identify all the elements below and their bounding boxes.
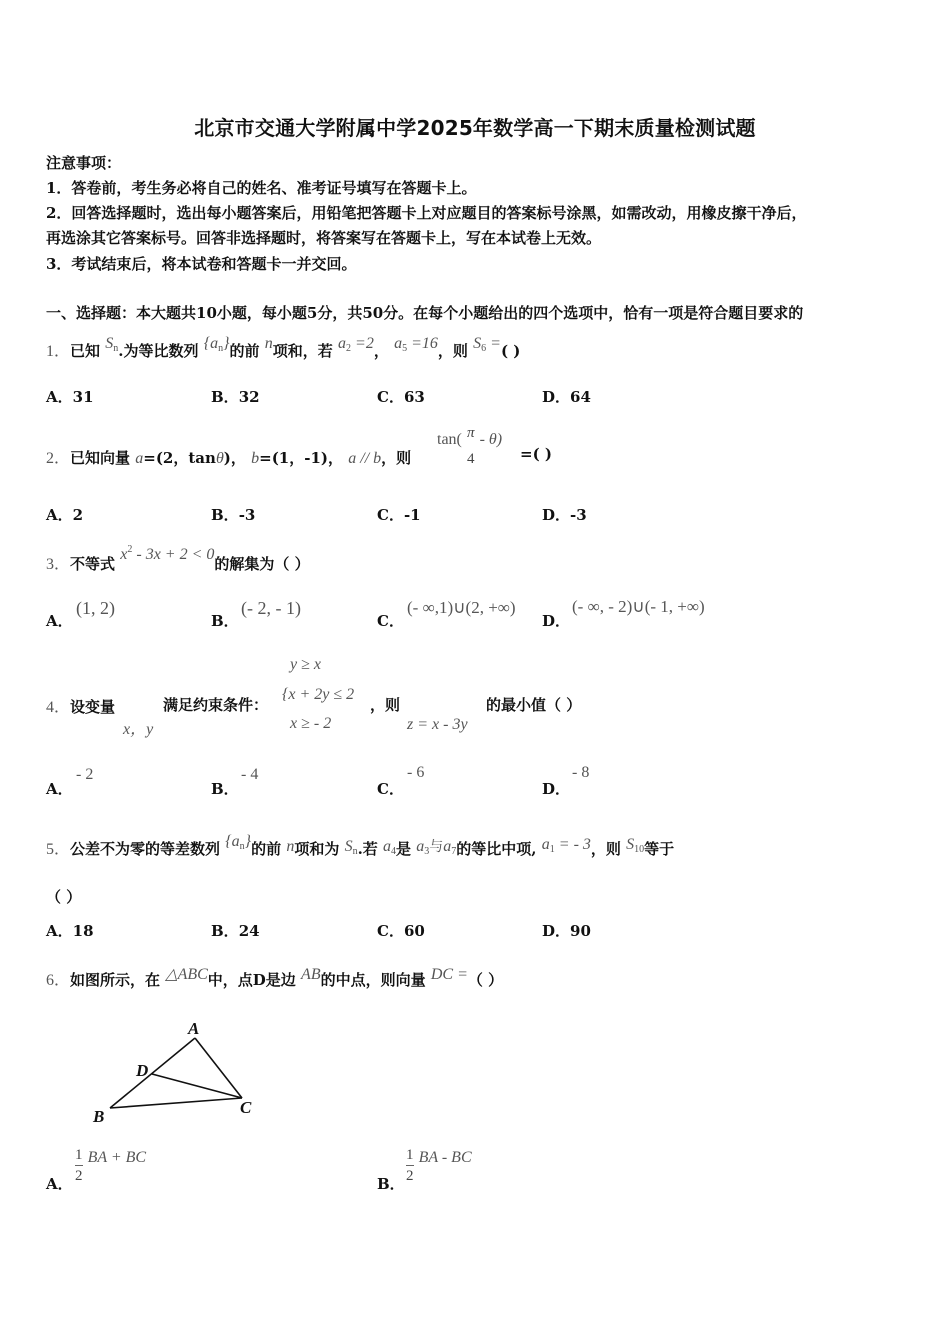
q6-option-b-label[interactable]: B． (377, 1175, 405, 1193)
math-an-set: $\{a_n\}$ (203, 335, 230, 354)
q6-option-a-label[interactable]: A． (46, 1175, 73, 1193)
question-5: 5．公差不为零的等差数列 $\{a_n\}$的前 n项和为 $S_n$.若 $a_4$是 $a_3$与$a_7$的等比中项, $a_1$ = - 3，则 $S_{10}$等于 (46, 833, 675, 858)
math-vars-xy: x，y (123, 721, 154, 738)
q3-option-b-value[interactable]: (- 2, - 1) (241, 598, 301, 618)
math-tan-expression: tan( π 4 - θ) (437, 425, 503, 467)
q4-option-b-value[interactable]: - 4 (241, 766, 259, 783)
q4-option-b-label[interactable]: B． (211, 780, 239, 798)
math-dc: DC = (430, 966, 468, 983)
math-theta: θ (215, 450, 224, 467)
q4-option-c-label[interactable]: C． (377, 780, 404, 798)
q4-option-a-value[interactable]: - 2 (76, 766, 94, 783)
side-ac (195, 1038, 242, 1098)
q2-option-a[interactable]: A．2 (46, 506, 84, 524)
math-a5: $a_5 =16$ (394, 335, 438, 354)
notice-item-2: 2．回答选择题时，选出每小题答案后，用铅笔把答题卡上对应题目的答案标号涂黑，如需改动，用橡皮擦干净后， (46, 204, 807, 222)
q2-option-b[interactable]: B．-3 (211, 506, 256, 524)
math-a2: $a_2 =2$ (338, 335, 374, 354)
vertex-d-label: D (136, 1061, 149, 1080)
math-n: n (286, 838, 295, 855)
question-number: 5． (46, 841, 71, 858)
math-a4: $a_4$ (383, 838, 397, 857)
math-ab: AB (301, 966, 321, 983)
math-inequality: $x^2 - 3x + 2 < 0$ (120, 544, 215, 563)
q3-option-d-label[interactable]: D． (542, 612, 571, 630)
notice-item-1: 1．答卷前，考生务必将自己的姓名、准考证号填写在答题卡上。 (46, 179, 477, 197)
math-vector-a: a (135, 450, 144, 467)
q2-tail: =( ) (520, 445, 552, 463)
q2-option-c[interactable]: C．-1 (377, 506, 421, 524)
q5-option-c[interactable]: C．60 (377, 922, 425, 940)
math-constraint-2: {x + 2y ≤ 2 (282, 686, 355, 703)
q6-option-a-value[interactable]: $\frac{1}{2}$ BA + BC (75, 1147, 147, 1184)
math-parallel: a // b (348, 450, 382, 467)
math-objective: z = x - 3y (407, 716, 468, 733)
page-title: 北京市交通大学附属中学2025年数学高一下期末质量检测试题 (194, 116, 756, 140)
q3-option-d-value[interactable]: (- ∞, - 2)∪(- 1, +∞) (572, 597, 705, 616)
q1-option-d[interactable]: D．64 (542, 388, 591, 406)
q3-option-b-label[interactable]: B． (211, 612, 239, 630)
q1-option-b[interactable]: B．32 (211, 388, 260, 406)
q4-option-a-label[interactable]: A． (46, 780, 73, 798)
math-n: n (264, 335, 273, 352)
math-s6: $S_6$ = (473, 335, 501, 354)
question-3: 3．不等式 $x^2 - 3x + 2 < 0$的解集为（ ） (46, 544, 310, 573)
q3-option-c-label[interactable]: C． (377, 612, 404, 630)
question-1: 1．已知 $S_n$.为等比数列 $\{a_n\}$的前 n项和，若 $a_2 =2$， $a_5 =16$，则 $S_6$ =( ) (46, 335, 521, 360)
math-constraint-3: x ≥ - 2 (290, 715, 332, 732)
q1-option-a[interactable]: A．31 (46, 388, 94, 406)
q4-constraint-text: 满足约束条件： (163, 696, 269, 714)
q5-option-a[interactable]: A．18 (46, 922, 94, 940)
q4-tail: 的最小值（ ） (486, 696, 582, 714)
q4-option-c-value[interactable]: - 6 (407, 764, 425, 781)
math-triangle-abc: △ABC (165, 966, 208, 983)
notice-heading: 注意事项： (46, 154, 122, 172)
question-number: 6． (46, 972, 71, 989)
q4-then: ，则 (370, 696, 401, 714)
question-4: 4．设变量 (46, 698, 116, 716)
question-number: 4． (46, 699, 71, 716)
q6-option-b-value[interactable]: $\frac{1}{2}$ BA - BC (406, 1147, 472, 1184)
math-s10: $S_{10}$ (626, 836, 645, 855)
math-an-set: $\{a_n\}$ (225, 833, 252, 852)
q3-option-a-label[interactable]: A． (46, 612, 73, 630)
vertex-a-label: A (188, 1019, 200, 1038)
q5-answer-paren: （ ） (46, 888, 82, 906)
q5-option-b[interactable]: B．24 (211, 922, 260, 940)
math-sn: $S_n$ (344, 838, 358, 857)
q3-option-a-value[interactable]: (1, 2) (76, 598, 115, 618)
question-2: 2．已知向量 a=(2，tanθ)， b=(1，-1)， a // b，则 (46, 449, 412, 467)
question-6: 6．如图所示，在 △ABC中，点D是边 AB的中点，则向量 DC =（ ） (46, 966, 504, 989)
notice-item-2-cont: 再选涂其它答案标号。回答非选择题时，将答案写在答题卡上，写在本试卷上无效。 (46, 229, 602, 247)
math-constraint-1: y ≥ x (290, 656, 321, 673)
notice-item-3: 3．考试结束后，将本试卷和答题卡一并交回。 (46, 255, 357, 273)
q4-option-d-label[interactable]: D． (542, 780, 571, 798)
side-ab (110, 1038, 195, 1108)
question-number: 1． (46, 343, 71, 360)
side-bc (110, 1098, 242, 1108)
math-a3-a7: $a_3$与$a_7$ (416, 838, 457, 857)
question-number: 3． (46, 556, 71, 573)
q4-option-d-value[interactable]: - 8 (572, 764, 590, 781)
q3-option-c-value[interactable]: (- ∞,1)∪(2, +∞) (407, 598, 516, 617)
section-heading: 一、选择题：本大题共10小题，每小题5分，共50分。在每个小题给出的四个选项中，恰有一项是符合题目要求的 (46, 304, 804, 322)
vertex-c-label: C (240, 1098, 252, 1117)
q2-option-d[interactable]: D．-3 (542, 506, 587, 524)
q1-option-c[interactable]: C．63 (377, 388, 425, 406)
q5-option-d[interactable]: D．90 (542, 922, 591, 940)
math-a1: $a_1$ = - 3 (541, 836, 591, 855)
question-number: 2． (46, 450, 71, 467)
math-sn: $S_n$ (105, 335, 119, 354)
vertex-b-label: B (93, 1107, 105, 1126)
triangle-figure (80, 1010, 280, 1140)
math-vector-b: b (251, 450, 260, 467)
segment-dc (152, 1074, 242, 1098)
